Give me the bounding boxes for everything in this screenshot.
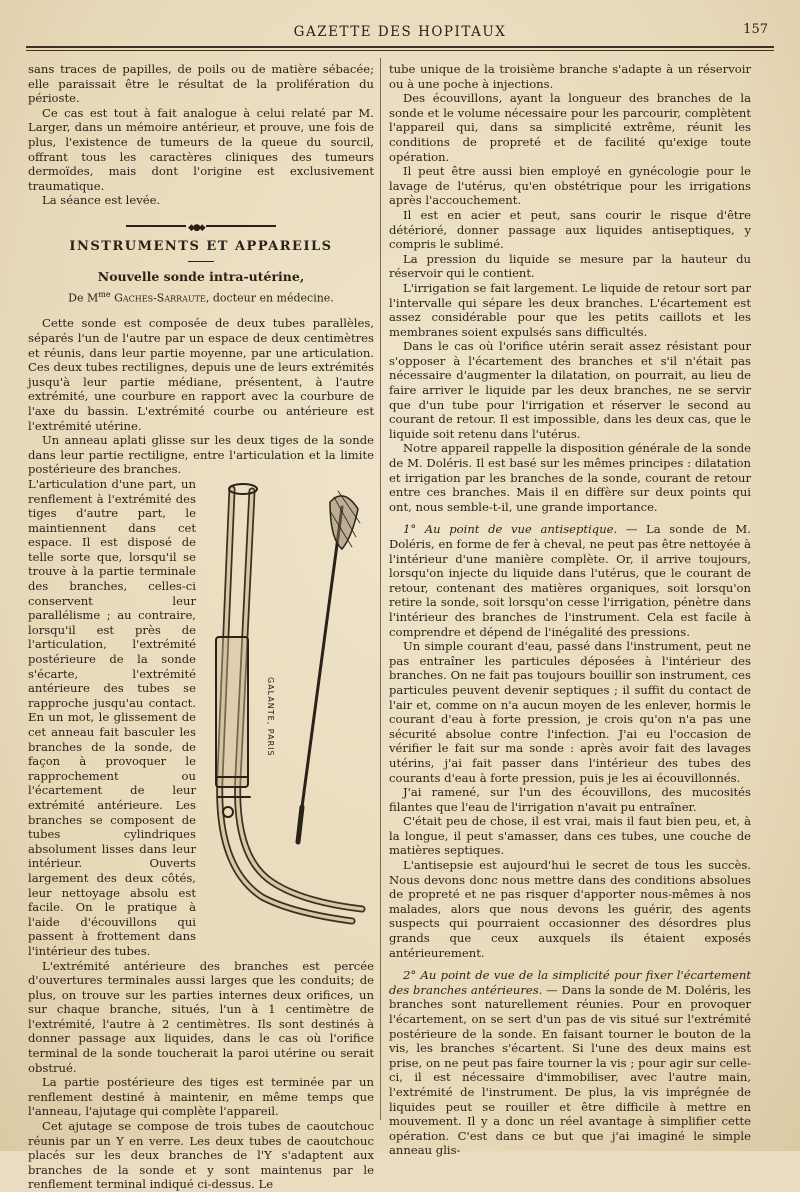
paragraph: Cette sonde est composée de deux tubes parallèles, séparés l'un de l'autre par un espace de deux centimètres et réunis, dans leur partie moyenne, par une articulation. Ces deux tubes rectilignes, depuis une de leurs extrémités jusqu'à leur partie médiane, présentent, à l'autre extrémité, une courbure en rapport avec la courbure de l'axe du bassin. L'extrémité courbe ou antérieure est l'extrémité utérine. <box>28 316 374 433</box>
author-name: Gaches-Sarraute <box>114 291 206 305</box>
paragraph: tube unique de la troisième branche s'adapte à un réservoir ou à une poche à injections. <box>389 62 751 91</box>
byline-suffix: , docteur en médecine. <box>205 291 334 305</box>
short-rule <box>188 261 214 262</box>
paragraph: Il est en acier et peut, sans courir le risque d'être détérioré, donner passage aux liquides antiseptiques, y compris le sublimé. <box>389 207 751 252</box>
paragraph: Cet ajutage se compose de trois tubes de caoutchouc réunis par un Y en verre. Les deux tubes de caoutchouc placés sur les deux branches de l'Y s'adaptent aux branches de la sonde et y sont maintenus par le renflement terminal indiqué ci-dessus. Le <box>28 1119 374 1192</box>
paragraph: La séance est levée. <box>42 193 161 208</box>
paragraph: Des écouvillons, ayant la longueur des branches de la sonde et le volume nécessaire pour les parcourir, complètent l'appareil qui, dans sa simplicité extrême, réunit les conditions de propreté et de facilité qu'exige toute opération. <box>389 91 751 164</box>
paragraph: La pression du liquide se mesure par la hauteur du réservoir qui le contient. <box>389 251 751 281</box>
uterine-probe-illustration <box>202 477 374 929</box>
paragraph: Un simple courant d'eau, passé dans l'instrument, peut ne pas entraîner les particules déposées à l'intérieur des branches. On ne fait pas toujours bouillir son instrument, ces particules peuvent devenir septiques ; il suffit du contact de l'air et, comme on n'a aucun moyen de les enlever, hormis le courant d'eau à forte pression, je crois qu'on n'a pas une sécurité absolue contre l'infection. J'ai eu l'occasion de vérifier le fait sur ma sonde : après avoir fait des lavages utérins, j'ai fait passer dans l'intérieur des tubes des courants d'eau à forte pression, puis je les ai écouvillonnés. <box>389 639 751 785</box>
paragraph <box>389 968 751 1158</box>
paragraph-lead: 1° Au point de vue antiseptique. <box>403 522 618 537</box>
section-title: INSTRUMENTS ET APPAREILS <box>69 238 333 254</box>
paragraph: L'irrigation se fait largement. Le liquide de retour sort par l'intervalle qui sépare les deux branches. L'écartement est assez considérable pour que les petits caillots et les membranes soient expulsés sans difficultés. <box>389 280 751 339</box>
figure-maker-label: GALANTE, PARIS <box>266 676 275 757</box>
article-byline <box>28 288 374 306</box>
paragraph: Ce cas est tout à fait analogue à celui relaté par M. Larger, dans un mémoire antérieur, et prouve, une fois de plus, l'existence de tumeurs de la queue du sourcil, offrant tous les caractères cliniques des tumeurs dermoïdes, mais dont l'origine est exclusivement traumatique. <box>28 105 374 193</box>
paragraph: C'était peu de chose, il est vrai, mais il faut bien peu, et, à la longue, il peut s'amasser, dans ces tubes, une couche de matières septiques. <box>389 814 751 858</box>
page-header <box>26 20 774 44</box>
paragraph: L'antisepsie est aujourd'hui le secret de tous les succès. Nous devons donc nous mettre dans des conditions absolues de propreté et ne pas risquer d'apporter nous-mêmes à nos malades, alors que nous devons les guérir, des agents suspects qui pourraient occasionner des désordres plus grands que ceux auxquels ils étaient exposés antérieurement. <box>389 858 751 960</box>
paragraph: Dans le cas où l'orifice utérin serait assez résistant pour s'opposer à l'écartement des branches et s'il n'était pas nécessaire d'augmenter la dilatation, on pourrait, au lieu de faire arriver le liquide par les deux branches, ne se servir que d'un tube pour l'irrigation et réserver le second au courant de retour. Il est impossible, dans les deux cas, que le liquide soit retenu dans l'utérus. <box>389 339 751 441</box>
paragraph-lead: 2° Au point de vue de la simplicité pour fixer l'écartement des branches antérieures. <box>389 968 751 997</box>
header-rule <box>26 46 774 51</box>
divider-ornament: ◆●◆ <box>126 222 276 230</box>
paragraph: Il peut être aussi bien employé en gynécologie pour le lavage de l'utérus, qu'en obstétrique pour les irrigations après l'accouchement. <box>389 164 751 208</box>
page-number: 157 <box>743 22 768 37</box>
paragraph <box>389 522 751 639</box>
paragraph: L'articulation d'une part, un renflement à l'extrémité des tiges d'autre part, le maintiennent dans cet espace. Il est disposé de telle sorte que, lorsqu'il se trouve à la partie terminale des branches, celles-ci conservent leur parallélisme ; au contraire, lorsqu'il est près de l'articulation, l'extrémité postérieure de la sonde s'écarte, l'extrémité antérieure des tubes se rapproche jusqu'au contact. En un mot, le glissement de cet anneau fait basculer les branches de la sonde, de façon à provoquer le rapprochement ou l'écartement de leur extrémité antérieure. Les branches se composent de tubes cylindriques absolument lisses dans leur intérieur. Ouverts largement des deux côtés, leur nettoyage absolu est facile. On le pratique à l'aide d'écouvillons qui passent à frottement dans l'intérieur des tubes. <box>28 476 196 958</box>
paragraph: sans traces de papilles, de poils ou de matière sébacée; elle paraissait être le résultat de la prolifération du périoste. <box>28 62 374 106</box>
paragraph: La partie postérieure des tiges est terminée par un renflement destiné à maintenir, en même temps que l'anneau, l'ajutage qui complète l'appareil. <box>28 1075 374 1119</box>
article-title: Nouvelle sonde intra-utérine, <box>97 268 305 284</box>
column-separator <box>380 58 381 1120</box>
paragraph: J'ai ramené, sur l'un des écouvillons, des mucosités filantes que l'eau de l'irrigation n'avait pu entraîner. <box>389 785 751 814</box>
paragraph: L'extrémité antérieure des branches est percée d'ouvertures terminales aussi larges que les conduits; de plus, on trouve sur les parties internes deux orifices, un sur chaque branche, situés, l'un à 1 centimètre de l'extrémité, l'autre à 2 centimètres. Ils sont destinés à donner passage aux liquides, dans le cas où l'orifice terminal de la sonde toucherait la paroi utérine ou serait obstrué. <box>28 958 374 1075</box>
paragraph-rest: — La sonde de M. Doléris, en forme de fer à cheval, ne peut pas être nettoyée à l'intérieur d'une manière complète. Or, il arrive toujours, lorsqu'on injecte du liquide dans l'utérus, que le courant de retour, contenant des matières organiques, soit lorsqu'on retire la sonde, soit lorsqu'on cesse l'irrigation, pénètre dans l'intérieur des branches de l'instrument. Cela est facile à comprendre et dépend de l'inégalité des pressions. <box>389 522 751 639</box>
paragraph: Notre appareil rappelle la disposition générale de la sonde de M. Doléris. Il est basé sur les mêmes principes : dilatation et irrigation par les branches de la sonde, courant de retour entre ces branches. Mais il en diffère sur deux points qui ont, nous semble-t-il, une grande importance. <box>389 441 751 514</box>
sonde-figure <box>202 477 374 929</box>
paragraph: Un anneau aplati glisse sur les deux tiges de la sonde dans leur partie rectiligne, entre l'articulation et la limite postérieure des branches. <box>28 433 374 477</box>
left-column <box>28 62 374 1192</box>
byline-sup: me <box>98 290 111 300</box>
paragraph-rest: — Dans la sonde de M. Doléris, les branches sont naturellement réunies. Pour en provoquer l'écartement, on se sert d'un pas de vis situé sur l'extrémité postérieure de la sonde. En faisant tourner le bouton de la vis, les branches s'écartent. Si l'une des deux mains est prise, on ne peut pas faire tourner la vis ; pour agir sur celle-ci, il est nécessaire d'immobiliser, avec l'autre main, l'extrémité de l'instrument. De plus, la vis imprégnée de liquides peut se rouiller et être difficile à mettre en mouvement. Il y a donc un réel avantage à simplifier cette opération. C'est dans ce but que j'ai imaginé le simple anneau glis- <box>389 982 751 1158</box>
byline-prefix: De M <box>68 291 99 305</box>
journal-title: GAZETTE DES HOPITAUX <box>293 24 507 40</box>
right-column <box>389 62 751 1158</box>
